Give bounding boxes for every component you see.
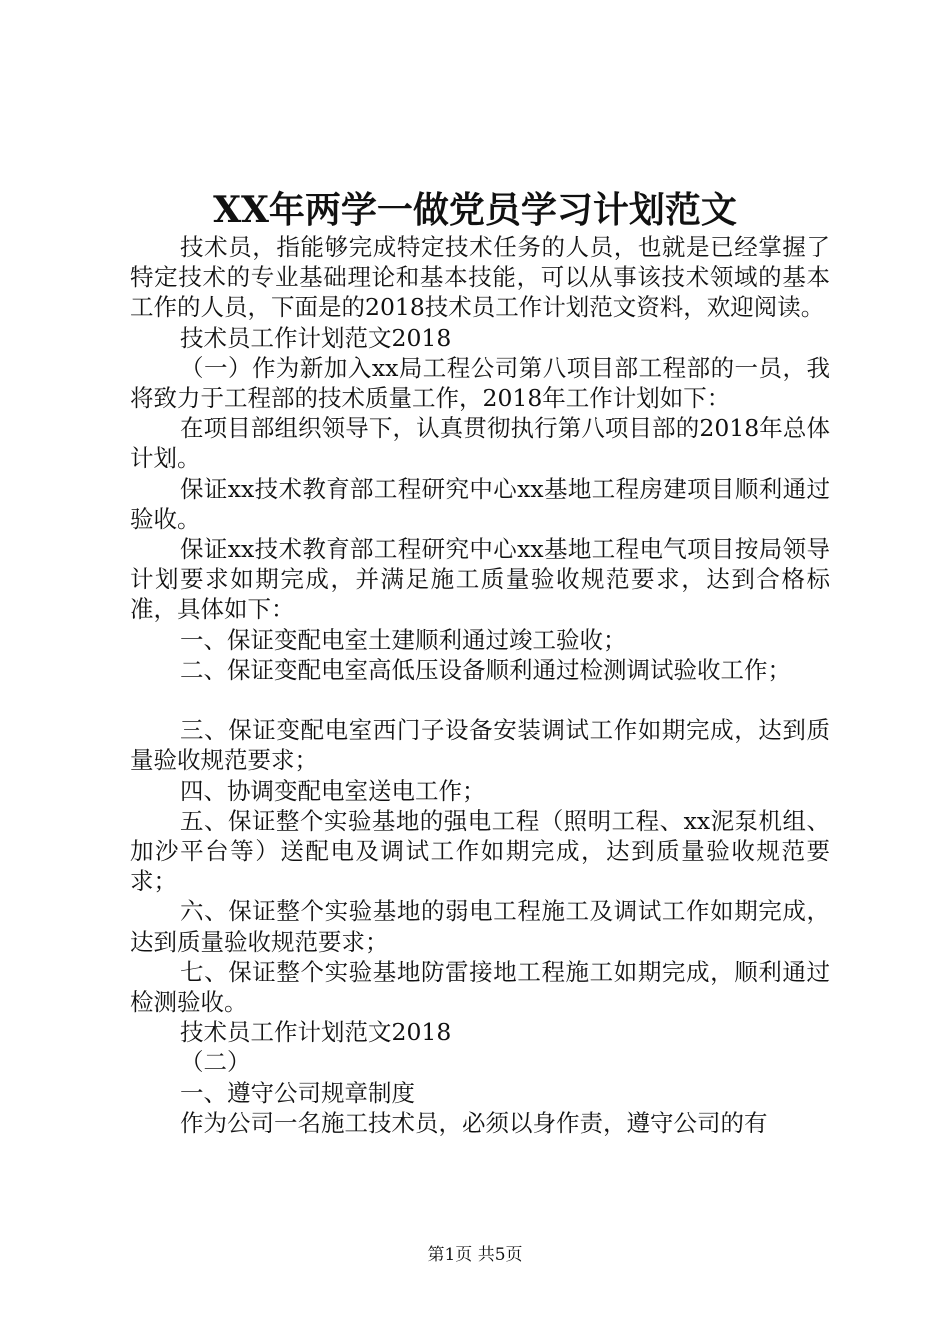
list-item: 一、遵守公司规章制度 xyxy=(180,1078,415,1107)
section-heading: 技术员工作计划范文2018 xyxy=(180,323,452,352)
paragraph-intro: 技术员，指能够完成特定技术任务的人员，也就是已经掌握了特定技术的专业基础理论和基本技能，可以从事该技术领域的基本工作的人员，下面是的2018技术员工作计划范文资料，欢迎阅读。 xyxy=(130,233,830,322)
list-item: 五、保证整个实验基地的强电工程（照明工程、xx泥泵机组、加沙平台等）送配电及调试工作如期完成，达到质量验收规范要求； xyxy=(130,806,830,896)
document-title: XX年两学一做党员学习计划范文 xyxy=(213,189,737,231)
list-item: 六、保证整个实验基地的弱电工程施工及调试工作如期完成，达到质量验收规范要求； xyxy=(130,897,830,956)
document-body xyxy=(130,232,830,1138)
section-subheading: （二） xyxy=(180,1048,251,1077)
blank-line xyxy=(130,685,830,715)
list-item: 二、保证变配电室高低压设备顺利通过检测调试验收工作； xyxy=(180,655,791,684)
paragraph: （一）作为新加入xx局工程公司第八项目部工程部的一员，我将致力于工程部的技术质量工作，2018年工作计划如下： xyxy=(130,353,830,413)
list-item: 一、保证变配电室土建顺利通过竣工验收； xyxy=(180,625,627,654)
paragraph: 作为公司一名施工技术员，必须以身作责，遵守公司的有 xyxy=(180,1108,768,1137)
paragraph: 保证xx技术教育部工程研究中心xx基地工程电气项目按局领导计划要求如期完成，并满足施工质量验收规范要求，达到合格标准，具体如下： xyxy=(130,535,830,624)
paragraph: 在项目部组织领导下，认真贯彻执行第八项目部的2018年总体计划。 xyxy=(130,414,830,473)
list-item: 三、保证变配电室西门子设备安装调试工作如期完成，达到质量验收规范要求； xyxy=(130,716,830,775)
section-heading: 技术员工作计划范文2018 xyxy=(180,1018,452,1047)
list-item: 七、保证整个实验基地防雷接地工程施工如期完成，顺利通过检测验收。 xyxy=(130,957,830,1017)
page-footer: 第1页 共5页 xyxy=(427,1245,523,1265)
paragraph: 保证xx技术教育部工程研究中心xx基地工程房建项目顺利通过验收。 xyxy=(130,474,830,533)
list-item: 四、协调变配电室送电工作； xyxy=(180,776,486,805)
